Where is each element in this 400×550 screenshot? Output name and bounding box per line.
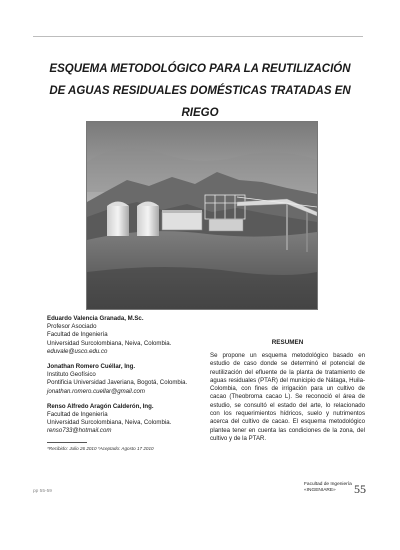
abstract-text: Se propone un esquema metodológico basado en estudio de caso donde se determinó el potencial de reutilización del efluente de la planta de tratamiento de aguas residuales (PTAR) del municipio de Nátaga, Huila-Colombia, con fines de irrigación para un cultivo de cacao (Theobroma cacao L). Se reconoció el área de estudio, se consultó el estado del arte, lo relacionado con los requerimientos hídricos, suelo y nutrimentos acerca del cultivo de cacao. El esquema metodológico plantea tener en cuenta las condiciones de la zona, del cultivo y de la PTAR. [210,352,365,442]
author-affiliation-line: Pontificia Universidad Javeriana, Bogotá, Colombia. [47,379,188,387]
journal-line-1: Facultad de Ingeniería [304,482,352,487]
author-affiliation-line: Facultad de Ingeniería [47,411,108,419]
author-affiliation-line: Universidad Surcolombiana, Neiva, Colombia. [47,419,172,427]
title-line-1: ESQUEMA METODOLÓGICO PARA LA REUTILIZACIÓN [49,63,351,75]
author-affiliation-line: Profesor Asociado [47,323,97,331]
page-number: 55 [354,482,366,496]
footnote-rule [47,442,87,443]
author-3 [47,403,212,436]
journal-line-2: «INGENIARE» [304,488,336,493]
author-name: Renso Alfredo Aragón Calderón, Ing. [47,402,154,410]
author-affiliation-line: Universidad Surcolombiana, Neiva, Colombia. [47,339,172,347]
journal-name [304,482,352,494]
author-2 [47,363,212,396]
abstract-heading: RESUMEN [271,339,304,346]
author-list [47,315,212,443]
article-title [40,58,360,124]
author-name: Jonathan Romero Cuéllar, Ing. [47,363,136,371]
author-name: Eduardo Valencia Granada, M.Sc. [47,315,144,322]
ptar-landscape-photo [86,121,318,310]
top-rule [33,36,363,37]
author-affiliation-line: Instituto Geofísico [47,371,96,379]
author-affiliation-line: Facultad de Ingeniería [47,331,108,339]
footnote-dates: *Recibido: Julio 26 2010 *Aceptado: Agosto 17 2010 [47,446,154,451]
page-range: pp 55-59 [33,489,52,494]
author-email: renso733@hotmail.com [47,427,112,435]
author-email: jonathan.romero.cuellar@gmail.com [47,387,145,395]
title-line-2: DE AGUAS RESIDUALES DOMÉSTICAS TRATADAS EN [49,85,351,97]
title-line-3: RIEGO [181,107,219,119]
author-email: eduvale@usco.edu.co [47,347,108,355]
author-1 [47,315,212,356]
